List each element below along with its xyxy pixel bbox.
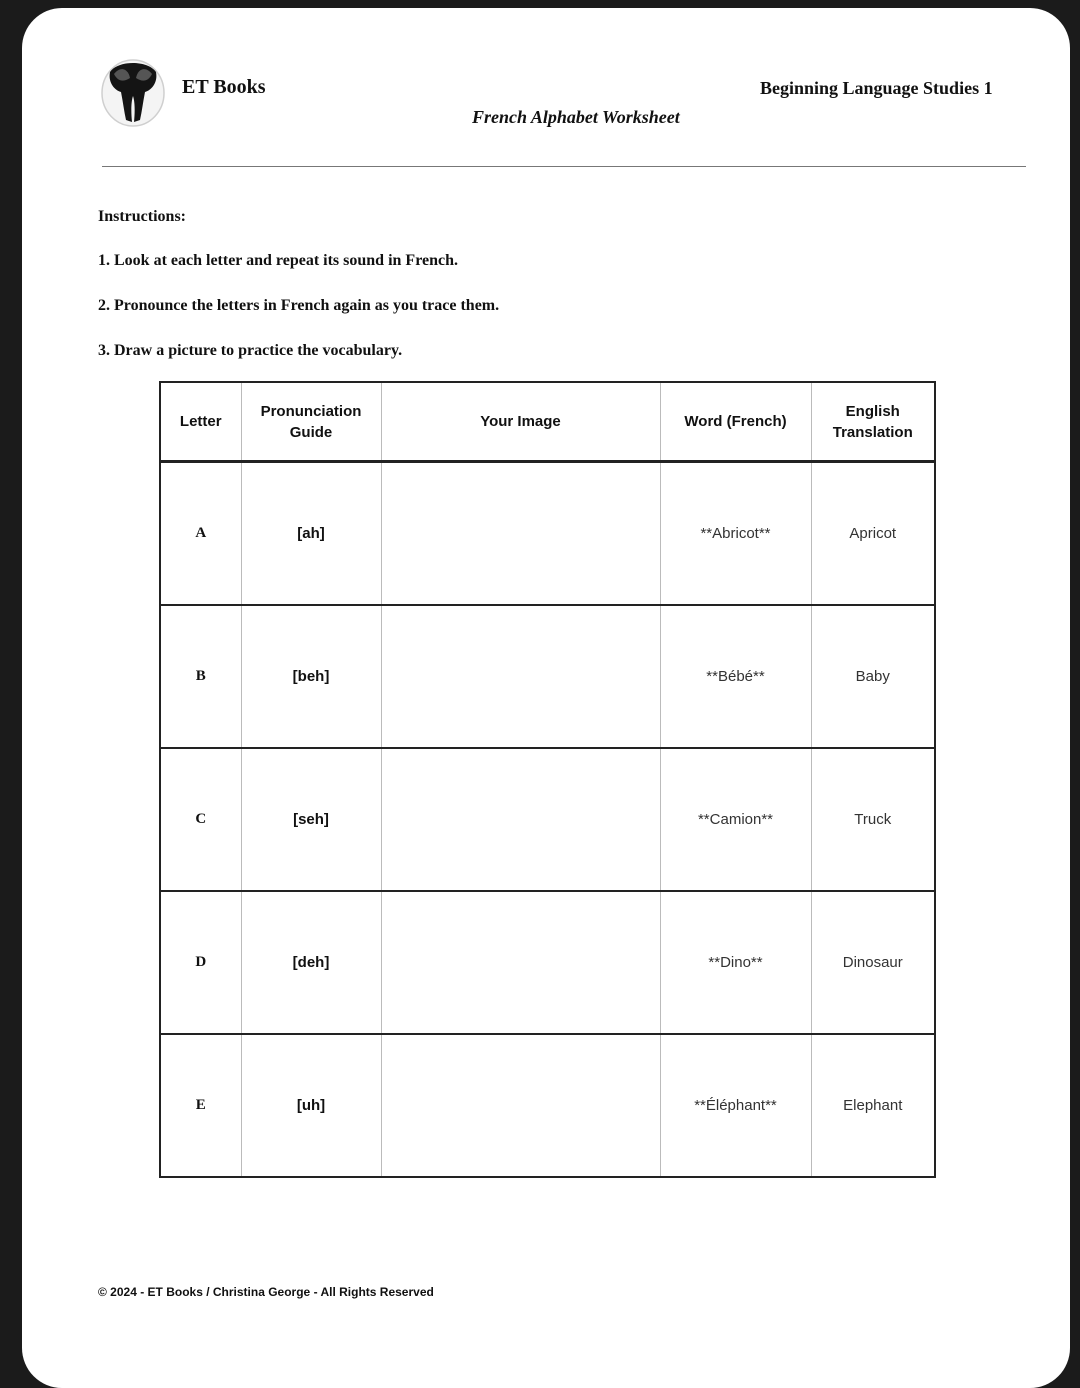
letter-cell: C — [160, 748, 241, 891]
pronunciation-cell: [ah] — [241, 462, 381, 606]
image-drawing-cell[interactable] — [381, 748, 660, 891]
table-row — [160, 462, 935, 606]
column-header-letter: Letter — [160, 382, 241, 462]
translation-cell: Baby — [811, 605, 935, 748]
copyright-footer: © 2024 - ET Books / Christina George - All Rights Reserved — [98, 1285, 434, 1299]
table-row — [160, 748, 935, 891]
translation-cell: Truck — [811, 748, 935, 891]
instruction-step: 1. Look at each letter and repeat its sound in French. — [98, 252, 459, 269]
worksheet-page — [22, 8, 1070, 1388]
brand-name: ET Books — [182, 76, 266, 98]
pronunciation-cell: [uh] — [241, 1034, 381, 1177]
header-divider — [102, 166, 1026, 167]
image-drawing-cell[interactable] — [381, 891, 660, 1034]
french-word-cell: **Dino** — [660, 891, 811, 1034]
instructions-heading: Instructions: — [98, 208, 187, 225]
pronunciation-cell: [beh] — [241, 605, 381, 748]
instruction-step: 2. Pronounce the letters in French again as you trace them. — [98, 297, 500, 314]
column-header-pronunciation: Pronunciation Guide — [241, 382, 381, 462]
image-drawing-cell[interactable] — [381, 1034, 660, 1177]
letter-cell: A — [160, 462, 241, 606]
elephant-head-icon — [100, 56, 166, 128]
instruction-step: 3. Draw a picture to practice the vocabulary. — [98, 342, 403, 359]
translation-cell: Dinosaur — [811, 891, 935, 1034]
french-word-cell: **Abricot** — [660, 462, 811, 606]
table-row — [160, 1034, 935, 1177]
image-drawing-cell[interactable] — [381, 605, 660, 748]
column-header-translation: English Translation — [811, 382, 935, 462]
column-header-image: Your Image — [381, 382, 660, 462]
alphabet-table — [159, 381, 936, 1178]
table-row — [160, 891, 935, 1034]
french-word-cell: **Camion** — [660, 748, 811, 891]
letter-cell: B — [160, 605, 241, 748]
pronunciation-cell: [seh] — [241, 748, 381, 891]
table-row — [160, 605, 935, 748]
french-word-cell: **Éléphant** — [660, 1034, 811, 1177]
translation-cell: Apricot — [811, 462, 935, 606]
course-title: Beginning Language Studies 1 — [760, 78, 993, 98]
column-header-word: Word (French) — [660, 382, 811, 462]
alphabet-table-wrapper — [159, 381, 934, 1178]
letter-cell: D — [160, 891, 241, 1034]
worksheet-title: French Alphabet Worksheet — [472, 107, 680, 127]
letter-cell: E — [195, 1097, 206, 1113]
french-word-cell: **Bébé** — [660, 605, 811, 748]
table-header-row — [160, 382, 935, 462]
pronunciation-cell: [deh] — [241, 891, 381, 1034]
translation-cell: Elephant — [811, 1034, 935, 1177]
image-drawing-cell[interactable] — [381, 462, 660, 606]
instructions-block — [98, 208, 499, 360]
